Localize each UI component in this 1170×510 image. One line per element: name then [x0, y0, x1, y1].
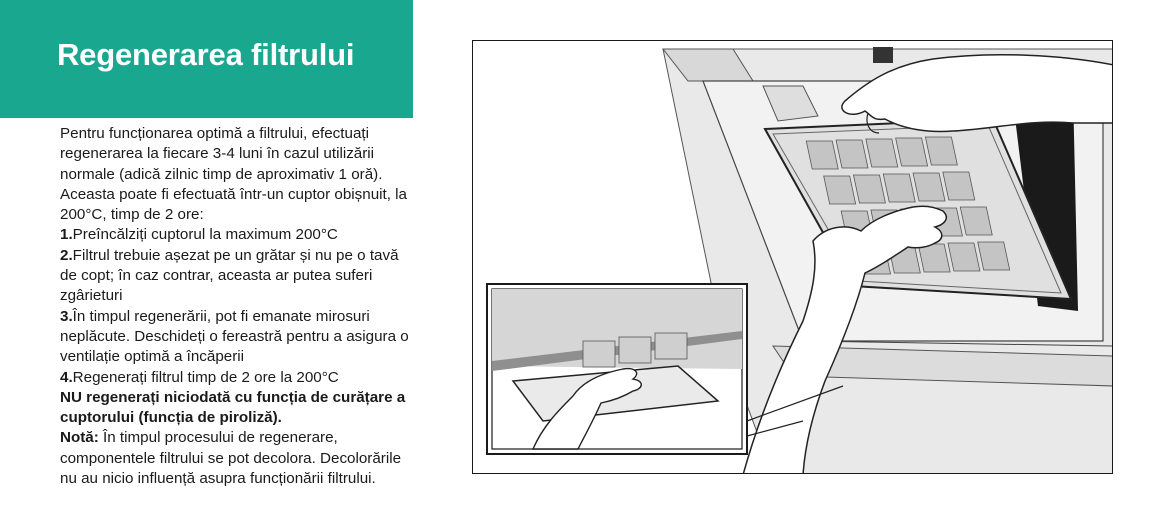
filter-cell [883, 174, 915, 202]
note-label: Notă: [60, 429, 99, 447]
step-number: 3. [60, 307, 73, 325]
filter-cell [896, 138, 928, 166]
step-number: 4. [60, 368, 73, 386]
step-1 [60, 225, 412, 245]
warning-text: NU regenerați niciodată cu funcția de curățare a cuptorului (funcția de piroliză). [60, 388, 406, 427]
filter-cell [960, 207, 992, 235]
page-title: Regenerarea filtrului [57, 37, 355, 72]
inset-cell [583, 341, 615, 367]
filter-cell [866, 139, 898, 167]
title-bar [0, 0, 413, 118]
filter-cell [918, 244, 950, 272]
note-text: În timpul procesului de regenerare, componentele filtrului se pot decolora. Decolorările nu au nicio influență asupra funcționării filtrului. [60, 429, 402, 488]
filter-cell [943, 172, 975, 200]
filter-cell [824, 176, 856, 204]
intro-text: Pentru funcționarea optimă a filtrului, efectuați regenerarea la fiecare 3-4 luni în cazul utilizării normale (adică zilnic timp de aproximativ 1 oră). Aceasta poate fi efectuată într-un cuptor obișnuit, la 200°C, timp de 2 ore: [60, 125, 407, 224]
step-text: Regenerați filtrul timp de 2 ore la 200°C [72, 368, 339, 386]
illustration-svg [473, 41, 1113, 474]
filter-cell [925, 137, 957, 165]
step-number: 1. [60, 226, 73, 244]
step-text: Preîncălziți cuptorul la maximum 200°C [72, 226, 338, 244]
step-number: 2. [60, 246, 73, 264]
handle-top [873, 47, 893, 63]
filter-cell [913, 173, 945, 201]
instructions [60, 124, 412, 489]
step-text: Filtrul trebuie așezat pe un grătar și nu pe o tavă de copt; în caz contrar, aceasta ar putea suferi zgârieturi [60, 246, 399, 305]
filter-removal-illustration [472, 40, 1113, 474]
filter-cell [806, 141, 838, 169]
filter-cell [978, 242, 1010, 270]
step-2 [60, 246, 412, 307]
inset-cell [619, 337, 651, 363]
filter-cell [836, 140, 868, 168]
warning [60, 388, 412, 429]
filter-cell [853, 175, 885, 203]
inset-cell [655, 333, 687, 359]
intro-paragraph [60, 124, 412, 225]
step-4 [60, 368, 412, 388]
filter-cell [948, 243, 980, 271]
step-text: În timpul regenerării, pot fi emanate mirosuri neplăcute. Deschideți o fereastră pentru a asigura o ventilație optimă a încăperii [60, 307, 409, 366]
step-3 [60, 307, 412, 368]
note [60, 428, 412, 489]
